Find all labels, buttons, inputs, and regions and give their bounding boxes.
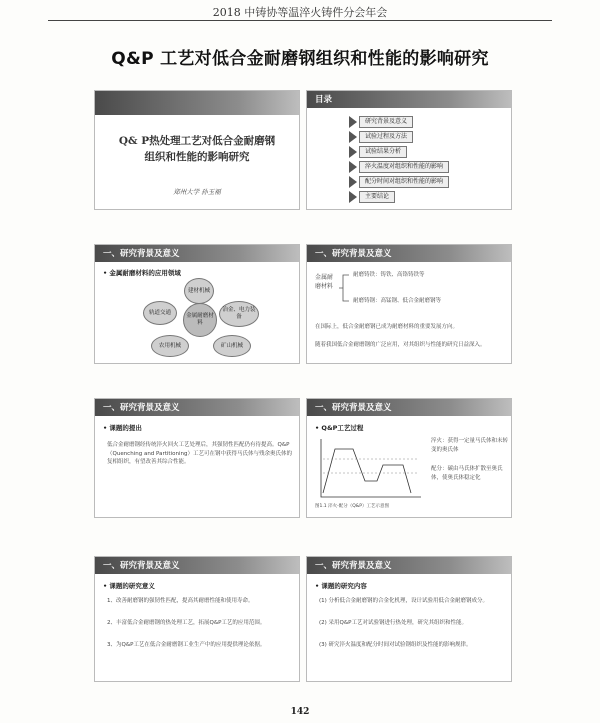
- toc-item-label: 研究背景及意义: [359, 116, 413, 128]
- slide-materials: [306, 244, 512, 364]
- slide-bullet: • 金属耐磨材料的应用领域: [103, 269, 181, 277]
- slide-label: 一、研究背景及意义: [315, 403, 392, 413]
- tree-branch: 耐磨铸钢：高锰钢、低合金耐磨钢等: [353, 298, 442, 304]
- slide-applications: [94, 244, 300, 364]
- list-item: 1、改善耐磨钢的强韧性匹配，提高其耐磨性能和使用寿命。: [107, 598, 254, 604]
- slide-bar: [95, 557, 299, 574]
- page-number: 142: [290, 707, 310, 717]
- slide-note: 在国际上，低合金耐磨钢已成为耐磨材料的重要发展方向。: [315, 324, 459, 330]
- slide-bullet: • 课题的研究意义: [103, 582, 155, 590]
- slide-bar: [307, 557, 511, 574]
- arrow-icon: [349, 191, 357, 203]
- qp-process-diagram: [315, 435, 425, 501]
- slide-toc: [306, 90, 512, 210]
- slide-label: 一、研究背景及意义: [103, 403, 180, 413]
- slide-label: 一、研究背景及意义: [315, 249, 392, 259]
- tree-brace: [339, 273, 351, 303]
- toc-item-label: 配分时间对组织和性能的影响: [359, 176, 449, 188]
- toc-item-label: 试验过程及方法: [359, 131, 413, 143]
- slide-research-content: [306, 556, 512, 682]
- bubble-center: 金属耐磨材料: [183, 303, 217, 337]
- slide-note: 淬火：获得一定量马氏体和未转变的奥氏体: [431, 438, 509, 453]
- slide-qp-process: [306, 398, 512, 518]
- slide-title-line1: Q& P热处理工艺对低合金耐磨钢: [118, 135, 276, 147]
- slide-proposal: [94, 398, 300, 518]
- bubble-node: 建材机械: [184, 278, 214, 304]
- list-item: 3、为Q&P工艺在低合金耐磨钢工业生产中的应用提供理论依据。: [107, 642, 266, 648]
- tree-root: 金属耐磨材料: [315, 274, 334, 290]
- toc-item: [349, 116, 499, 128]
- diagram-caption: 图1.1 淬火-配分（Q&P）工艺示意图: [315, 504, 389, 509]
- arrow-icon: [349, 131, 357, 143]
- arrow-icon: [349, 161, 357, 173]
- slide-title-line2: 组织和性能的影响研究: [144, 151, 250, 163]
- slide-significance: [94, 556, 300, 682]
- list-item: 2、丰富低合金耐磨钢的热处理工艺，拓展Q&P工艺的应用范围。: [107, 620, 266, 626]
- toc-item: [349, 131, 499, 143]
- toc-item: [349, 161, 499, 173]
- slide-bar: [307, 245, 511, 262]
- slide-label: 目录: [315, 95, 333, 105]
- slide-note: 随着我国低合金耐磨钢的广泛应用，对其组织与性能的研究日益深入。: [315, 342, 486, 348]
- toc-item-label: 主要结论: [359, 191, 395, 203]
- slide-bar: [307, 91, 511, 108]
- tree-branch: 耐磨铸铁：铸铁、高铬铸铁等: [353, 272, 425, 278]
- running-header: 2018 中铸协等温淬火铸件分会年会: [212, 6, 388, 19]
- slide-title-bar: [95, 91, 299, 115]
- slide-bullet: • 课题的研究内容: [315, 582, 367, 590]
- bubble-node: 农用机械: [151, 335, 189, 357]
- slide-label: 一、研究背景及意义: [103, 249, 180, 259]
- slide-label: 一、研究背景及意义: [315, 561, 392, 571]
- list-item: (1) 分析低合金耐磨钢的合金化机理，设计试验用低合金耐磨钢成分。: [319, 598, 489, 604]
- toc-item: [349, 176, 499, 188]
- slide-bar: [95, 245, 299, 262]
- slide-bullet: • 课题的提出: [103, 424, 142, 432]
- toc-item-label: 试验结果分析: [359, 146, 407, 158]
- slide-bar: [307, 399, 511, 416]
- slide-label: 一、研究背景及意义: [103, 561, 180, 571]
- bubble-node: 冶金、电力装备: [219, 301, 259, 327]
- toc-item: [349, 146, 499, 158]
- slide-title: [94, 90, 300, 210]
- slide-paragraph: 低合金耐磨钢经传统淬火回火工艺处理后，其强韧性匹配仍有待提高。Q&P（Quenching and Partitioning）工艺可在钢中获得马氏体与残余奥氏体的复相组织，有望改善其综合性能。: [107, 442, 292, 465]
- slide-note: 配分：碳由马氏体扩散至奥氏体，使奥氏体稳定化: [431, 466, 503, 481]
- slide-author: 郑州大学 孙玉福: [173, 188, 221, 196]
- list-item: (2) 采用Q&P工艺对试验钢进行热处理，研究其组织和性能。: [319, 620, 467, 626]
- slide-bullet: • Q&P工艺过程: [315, 424, 364, 432]
- paper-title: Q&P 工艺对低合金耐磨钢组织和性能的影响研究: [111, 49, 489, 69]
- bubble-node: 轨道交通: [143, 301, 177, 325]
- list-item: (3) 研究淬火温度和配分时间对试验钢组织及性能的影响规律。: [319, 642, 472, 648]
- arrow-icon: [349, 176, 357, 188]
- arrow-icon: [349, 146, 357, 158]
- bubble-node: 矿山机械: [213, 335, 251, 357]
- toc-item: [349, 191, 499, 203]
- arrow-icon: [349, 116, 357, 128]
- header-rule: [48, 20, 552, 21]
- slide-bar: [95, 399, 299, 416]
- toc-item-label: 淬火温度对组织和性能的影响: [359, 161, 449, 173]
